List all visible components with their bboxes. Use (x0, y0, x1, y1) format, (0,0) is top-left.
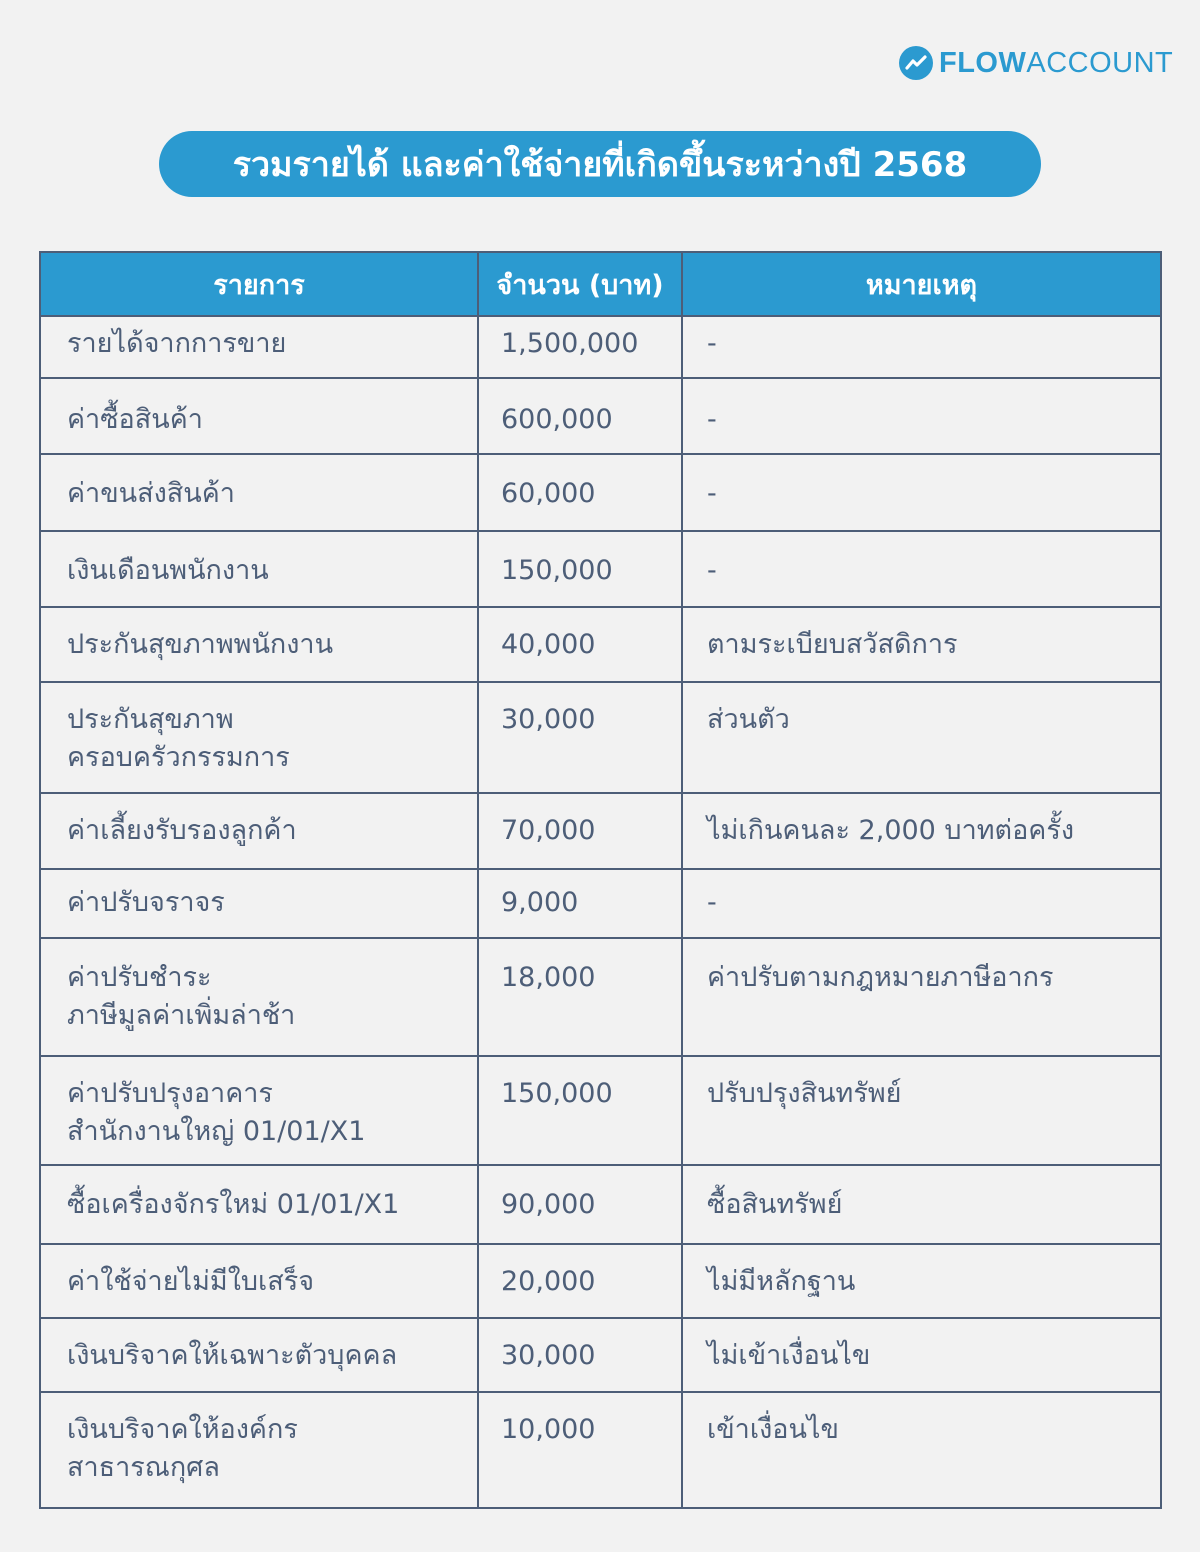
trend-up-icon (899, 46, 933, 80)
item-cell: ประกันสุขภาพพนักงาน (40, 607, 478, 682)
amount-cell: 40,000 (478, 607, 682, 682)
amount-cell: 30,000 (478, 1318, 682, 1392)
table-row (40, 793, 1161, 869)
table-row (40, 938, 1161, 1056)
note-cell: ไม่เกินคนละ 2,000 บาทต่อครั้ง (682, 793, 1161, 869)
amount-cell: 10,000 (478, 1392, 682, 1508)
amount-cell: 150,000 (478, 1056, 682, 1165)
note-cell: ส่วนตัว (682, 682, 1161, 793)
note-cell: - (682, 869, 1161, 938)
amount-cell: 1,500,000 (478, 316, 682, 378)
header-note: หมายเหตุ (682, 252, 1161, 316)
flowaccount-logo (899, 44, 1173, 82)
table-row (40, 607, 1161, 682)
table-row (40, 454, 1161, 531)
item-cell: เงินเดือนพนักงาน (40, 531, 478, 607)
header-item: รายการ (40, 252, 478, 316)
table-row (40, 1056, 1161, 1165)
table-header-row (40, 252, 1161, 316)
amount-cell: 20,000 (478, 1244, 682, 1318)
table-row (40, 869, 1161, 938)
page-title: รวมรายได้ และค่าใช้จ่ายที่เกิดขึ้นระหว่างปี 2568 (159, 131, 1041, 197)
logo-text-bold: FLOW (939, 46, 1027, 79)
item-cell: ซื้อเครื่องจักรใหม่ 01/01/X1 (40, 1165, 478, 1244)
note-cell: - (682, 316, 1161, 378)
item-cell: ค่าปรับปรุงอาคาร สำนักงานใหญ่ 01/01/X1 (40, 1056, 478, 1165)
note-cell: ปรับปรุงสินทรัพย์ (682, 1056, 1161, 1165)
amount-cell: 90,000 (478, 1165, 682, 1244)
note-cell: ค่าปรับตามกฎหมายภาษีอากร (682, 938, 1161, 1056)
item-cell: ค่าเลี้ยงรับรองลูกค้า (40, 793, 478, 869)
note-cell: ไม่เข้าเงื่อนไข (682, 1318, 1161, 1392)
note-cell: ตามระเบียบสวัสดิการ (682, 607, 1161, 682)
amount-cell: 30,000 (478, 682, 682, 793)
table-row (40, 316, 1161, 378)
item-cell: รายได้จากการขาย (40, 316, 478, 378)
logo-text-light: ACCOUNT (1026, 46, 1174, 79)
income-expense-table (39, 251, 1162, 1509)
note-cell: ไม่มีหลักฐาน (682, 1244, 1161, 1318)
table-row (40, 682, 1161, 793)
amount-cell: 18,000 (478, 938, 682, 1056)
note-cell: - (682, 531, 1161, 607)
item-cell: ค่าปรับชำระ ภาษีมูลค่าเพิ่มล่าช้า (40, 938, 478, 1056)
table-row (40, 1244, 1161, 1318)
item-cell: ค่าปรับจราจร (40, 869, 478, 938)
logo-wordmark (939, 47, 1173, 80)
amount-cell: 600,000 (478, 378, 682, 454)
item-cell: ประกันสุขภาพ ครอบครัวกรรมการ (40, 682, 478, 793)
header-amount: จำนวน (บาท) (478, 252, 682, 316)
note-cell: เข้าเงื่อนไข (682, 1392, 1161, 1508)
note-cell: ซื้อสินทรัพย์ (682, 1165, 1161, 1244)
item-cell: ค่าซื้อสินค้า (40, 378, 478, 454)
item-cell: เงินบริจาคให้องค์กร สาธารณกุศล (40, 1392, 478, 1508)
item-cell: เงินบริจาคให้เฉพาะตัวบุคคล (40, 1318, 478, 1392)
amount-cell: 70,000 (478, 793, 682, 869)
table-row (40, 531, 1161, 607)
item-cell: ค่าขนส่งสินค้า (40, 454, 478, 531)
table-row (40, 378, 1161, 454)
amount-cell: 9,000 (478, 869, 682, 938)
table-row (40, 1318, 1161, 1392)
item-cell: ค่าใช้จ่ายไม่มีใบเสร็จ (40, 1244, 478, 1318)
note-cell: - (682, 454, 1161, 531)
amount-cell: 150,000 (478, 531, 682, 607)
table-row (40, 1392, 1161, 1508)
table-row (40, 1165, 1161, 1244)
amount-cell: 60,000 (478, 454, 682, 531)
note-cell: - (682, 378, 1161, 454)
